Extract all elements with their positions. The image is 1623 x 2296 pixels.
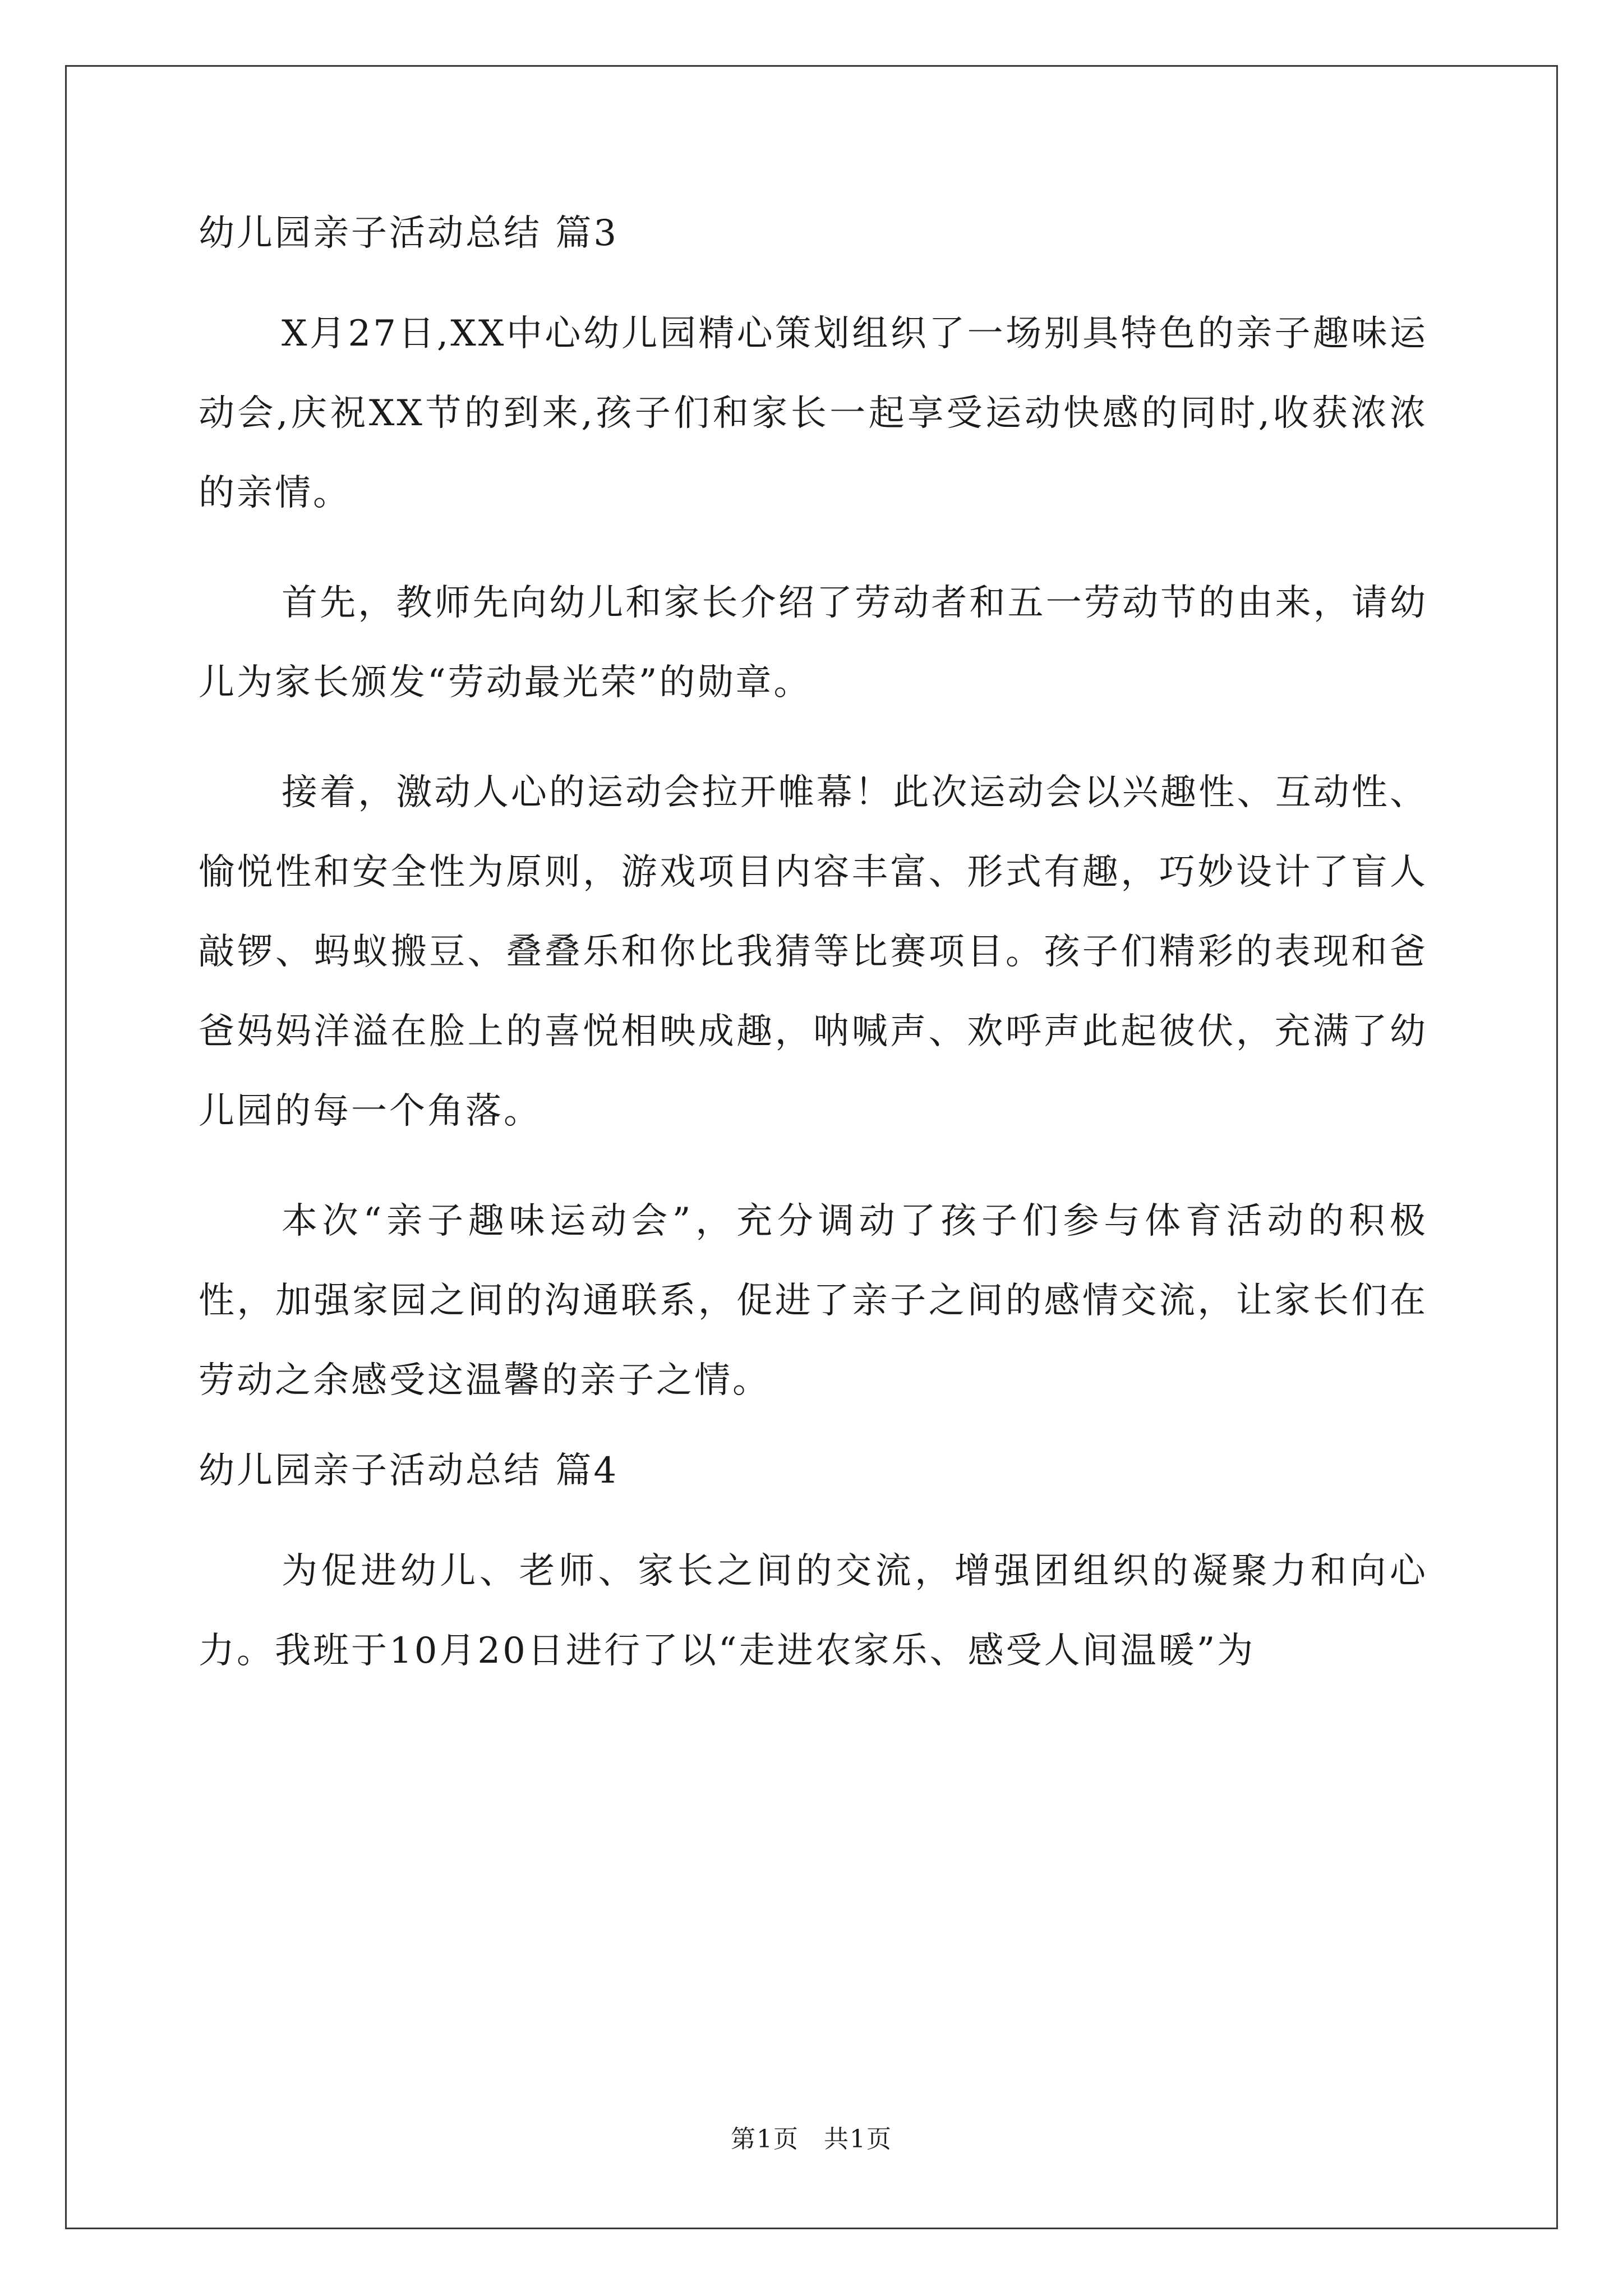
page-footer [0, 2125, 1623, 2154]
paragraph: 为促进幼儿、老师、家长之间的交流，增强团组织的凝聚力和向心力。我班于10月20日进行了以“走进农家乐、感受人间温暖”为 [199, 1550, 1428, 1672]
section-heading-3: 幼儿园亲子活动总结 篇3 [199, 213, 619, 254]
paragraph: 接着，激动人心的运动会拉开帷幕！此次运动会以兴趣性、互动性、愉悦性和安全性为原则，游戏项目内容丰富、形式有趣，巧妙设计了盲人敲锣、蚂蚁搬豆、叠叠乐和你比我猜等比赛项目。孩子们精彩的表现和爸爸妈妈洋溢在脸上的喜悦相映成趣，呐喊声、欢呼声此起彼伏，充满了幼儿园的每一个角落。 [199, 772, 1428, 1132]
paragraph: 本次“亲子趣味运动会”，充分调动了孩子们参与体育活动的积极性，加强家园之间的沟通联系，促进了亲子之间的感情交流，让家长们在劳动之余感受这温馨的亲子之情。 [199, 1200, 1428, 1401]
paragraph: 首先，教师先向幼儿和家长介绍了劳动者和五一劳动节的由来，请幼儿为家长颁发“劳动最光荣”的勋章。 [199, 582, 1428, 703]
document-body [199, 213, 1428, 1691]
page-number: 第1页 [731, 2125, 799, 2154]
section-heading-4: 幼儿园亲子活动总结 篇4 [199, 1450, 619, 1492]
page-total: 共1页 [824, 2125, 892, 2154]
paragraph: X月27日,XX中心幼儿园精心策划组织了一场别具特色的亲子趣味运动会,庆祝XX节的到来,孩子们和家长一起享受运动快感的同时,收获浓浓的亲情。 [199, 313, 1428, 514]
